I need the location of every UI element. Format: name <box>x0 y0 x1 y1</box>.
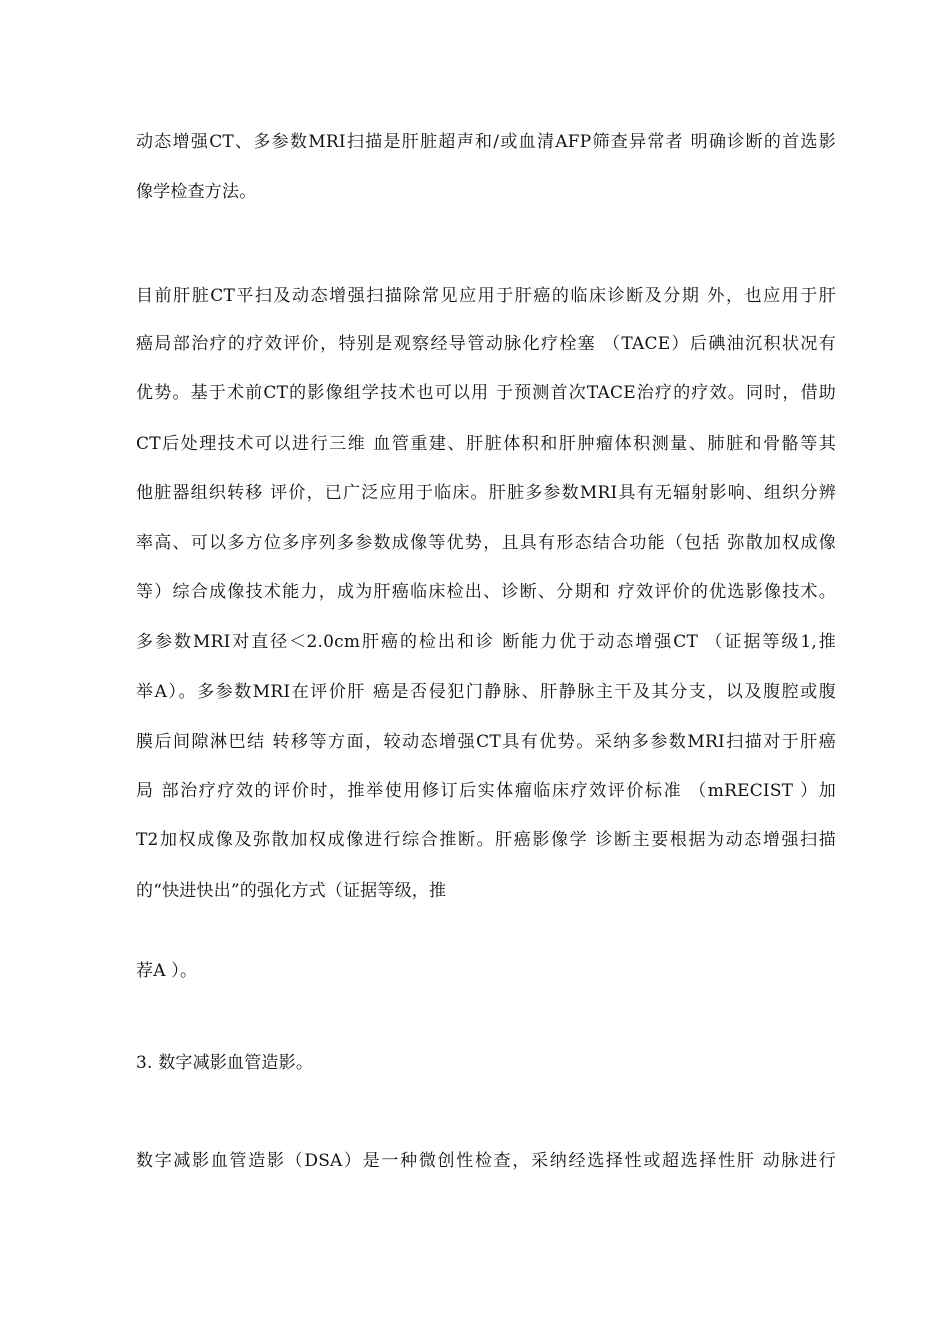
paragraph-2-line-1: 目前肝脏CT平扫及动态增强扫描除常见应用于肝癌的临床诊断及分期 外，也应用于肝 <box>136 286 836 306</box>
paragraph-2-line-11: 局 部治疗疗效的评价时，推举使用修订后实体瘤临床疗效评价标准 （mRECIST ）加 <box>136 781 836 801</box>
paragraph-4-line-1: 数字减影血管造影（DSA）是一种微创性检查，采纳经选择性或超选择性肝 动脉进行 <box>136 1151 836 1171</box>
paragraph-2-line-3: 优势。基于术前CT的影像组学技术也可以用 于预测首次TACE治疗的疗效。同时，借助 <box>136 383 836 403</box>
paragraph-2-line-10: 膜后间隙淋巴结 转移等方面，较动态增强CT具有优势。采纳多参数MRI扫描对于肝癌 <box>136 732 836 752</box>
paragraph-2-line-12: T2加权成像及弥散加权成像进行综合推断。肝癌影像学 诊断主要根据为动态增强扫描 <box>136 830 836 850</box>
paragraph-3-line-1: 荐A ）。 <box>136 961 198 981</box>
paragraph-2-line-7: 等）综合成像技术能力，成为肝癌临床检出、诊断、分期和 疗效评价的优选影像技术。 <box>136 582 836 602</box>
section-heading-3: 3. 数字减影血管造影。 <box>136 1053 314 1073</box>
paragraph-2-line-6: 率高、可以多方位多序列多参数成像等优势，且具有形态结合功能（包括 弥散加权成像 <box>136 533 836 553</box>
paragraph-2-line-8: 多参数MRI对直径＜2.0cm肝癌的检出和诊 断能力优于动态增强CT （证据等级1,推 <box>136 632 836 652</box>
paragraph-2-line-2: 癌局部治疗的疗效评价，特别是观察经导管动脉化疗栓塞 （TACE）后碘油沉积状况有 <box>136 334 836 354</box>
paragraph-1-line-2: 像学检查方法。 <box>136 182 257 202</box>
paragraph-2-line-13: 的“快进快出”的强化方式（证据等级，推 <box>136 881 447 901</box>
paragraph-1-line-1: 动态增强CT、多参数MRI扫描是肝脏超声和/或血清AFP筛查异常者 明确诊断的首选影 <box>136 132 836 152</box>
paragraph-2-line-5: 他脏器组织转移 评价，已广泛应用于临床。肝脏多参数MRI具有无辐射影响、组织分辨 <box>136 483 836 503</box>
paragraph-2-line-4: CT后处理技术可以进行三维 血管重建、肝脏体积和肝肿瘤体积测量、肺脏和骨骼等其 <box>136 434 836 454</box>
paragraph-2-line-9: 举A）。多参数MRI在评价肝 癌是否侵犯门静脉、肝静脉主干及其分支，以及腹腔或腹 <box>136 682 836 702</box>
